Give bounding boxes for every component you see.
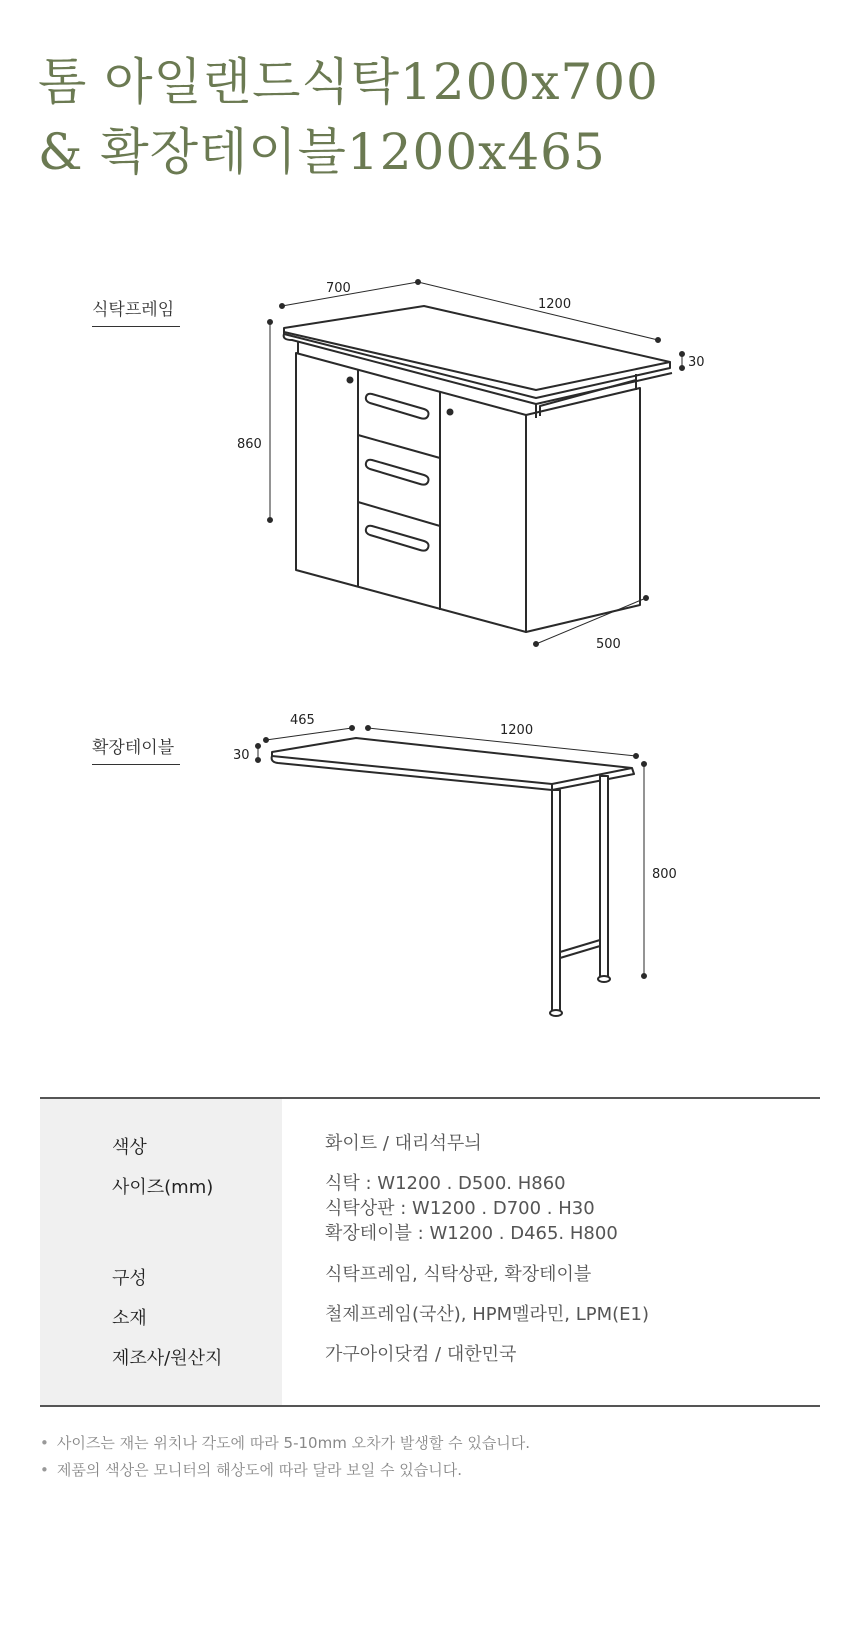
dim-frame-width: 1200 [538,297,572,312]
extension-table-drawing [0,700,860,1030]
spec-value: 가구아이닷컴 / 대한민국 [325,1344,517,1365]
spec-value: 식탁프레임, 식탁상판, 확장테이블 [325,1264,592,1285]
extension-section-label: 확장테이블 [92,733,180,765]
spec-key: 색상 [112,1137,147,1158]
dim-frame-base-depth: 500 [596,637,621,652]
dim-ext-thickness: 30 [233,748,250,763]
spec-key: 제조사/원산지 [112,1348,223,1369]
spec-key: 사이즈(mm) [112,1177,214,1198]
spec-key: 소재 [112,1308,147,1329]
spec-value: 화이트 / 대리석무늬 [325,1133,482,1154]
notes [40,1430,530,1484]
dim-frame-top-thickness: 30 [688,355,705,370]
note-item: • 제품의 색상은 모니터의 해상도에 따라 달라 보일 수 있습니다. [40,1457,530,1484]
dim-ext-depth: 465 [290,713,315,728]
spec-value: 철제프레임(국산), HPM멜라민, LPM(E1) [325,1304,650,1325]
product-title-line2: & 확장테이블1200x465 [38,123,606,181]
dim-frame-depth: 700 [326,281,351,296]
island-table-frame-drawing [0,270,860,670]
note-item: • 사이즈는 재는 위치나 각도에 따라 5-10mm 오차가 발생할 수 있습니다. [40,1430,530,1457]
product-title-line1: 톰 아일랜드식탁1200x700 [38,53,659,111]
dim-ext-width: 1200 [500,723,534,738]
spec-table [40,1097,820,1407]
spec-key: 구성 [112,1268,147,1289]
spec-value: 식탁 : W1200 . D500. H860 식탁상판 : W1200 . D700 . H30 확장테이블 : W1200 . D465. H800 [325,1173,618,1244]
dim-ext-height: 800 [652,867,677,882]
frame-section-label: 식탁프레임 [92,295,180,327]
dim-frame-height: 860 [237,437,262,452]
